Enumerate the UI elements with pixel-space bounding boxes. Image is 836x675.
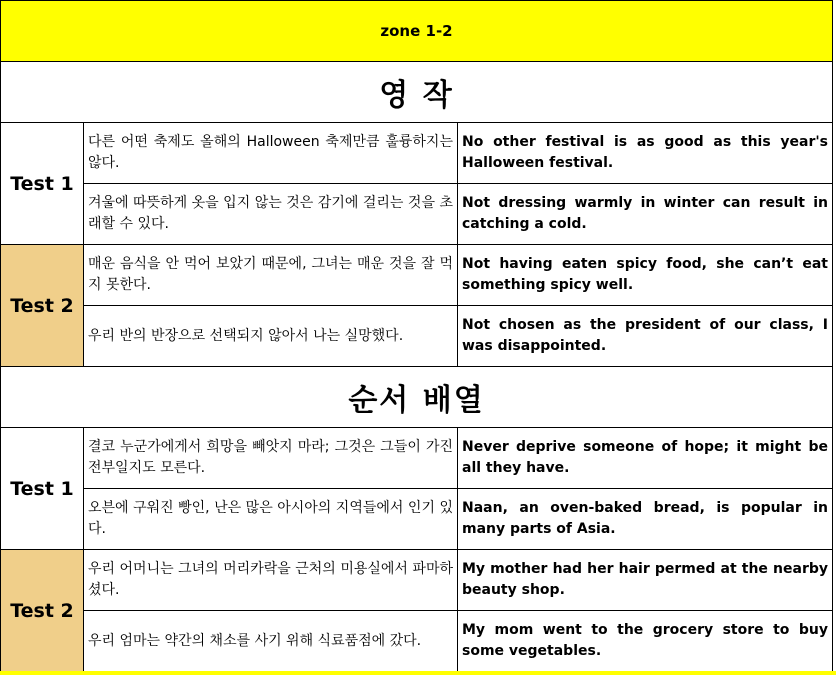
english-sentence: Never deprive someone of hope; it might be all they have. [458,428,833,489]
korean-sentence: 겨울에 따뜻하게 옷을 입지 않는 것은 감기에 걸리는 것을 초래할 수 있다. [84,184,458,245]
test-label: Test 1 [1,428,84,550]
english-sentence: Not dressing warmly in winter can result in catching a cold. [458,184,833,245]
section-heading: 순서 배열 [1,367,833,428]
test-label: Test 2 [1,245,84,367]
english-sentence: My mother had her hair permed at the nearby beauty shop. [458,550,833,611]
korean-sentence: 우리 반의 반장으로 선택되지 않아서 나는 실망했다. [84,306,458,367]
english-sentence: My mom went to the grocery store to buy some vegetables. [458,611,833,672]
english-sentence: Not having eaten spicy food, she can’t eat something spicy well. [458,245,833,306]
section-heading: 영 작 [1,62,833,123]
english-sentence: No other festival is as good as this year's Halloween festival. [458,123,833,184]
test-label: Test 2 [1,550,84,672]
test-label: Test 1 [1,123,84,245]
english-sentence: Naan, an oven-baked bread, is popular in many parts of Asia. [458,489,833,550]
korean-sentence: 우리 어머니는 그녀의 머리카락을 근처의 미용실에서 파마하셨다. [84,550,458,611]
korean-sentence: 결코 누군가에게서 희망을 빼앗지 마라; 그것은 그들이 가진 전부일지도 모른다. [84,428,458,489]
zone-bottom-strip [0,671,836,675]
korean-sentence: 오븐에 구워진 빵인, 난은 많은 아시아의 지역들에서 인기 있다. [84,489,458,550]
zone-title: zone 1-2 [1,1,833,62]
korean-sentence: 우리 엄마는 약간의 채소를 사기 위해 식료품점에 갔다. [84,611,458,672]
korean-sentence: 다른 어떤 축제도 올해의 Halloween 축제만큼 훌륭하지는 않다. [84,123,458,184]
english-sentence: Not chosen as the president of our class, I was disappointed. [458,306,833,367]
korean-sentence: 매운 음식을 안 먹어 보았기 때문에, 그녀는 매운 것을 잘 먹지 못한다. [84,245,458,306]
